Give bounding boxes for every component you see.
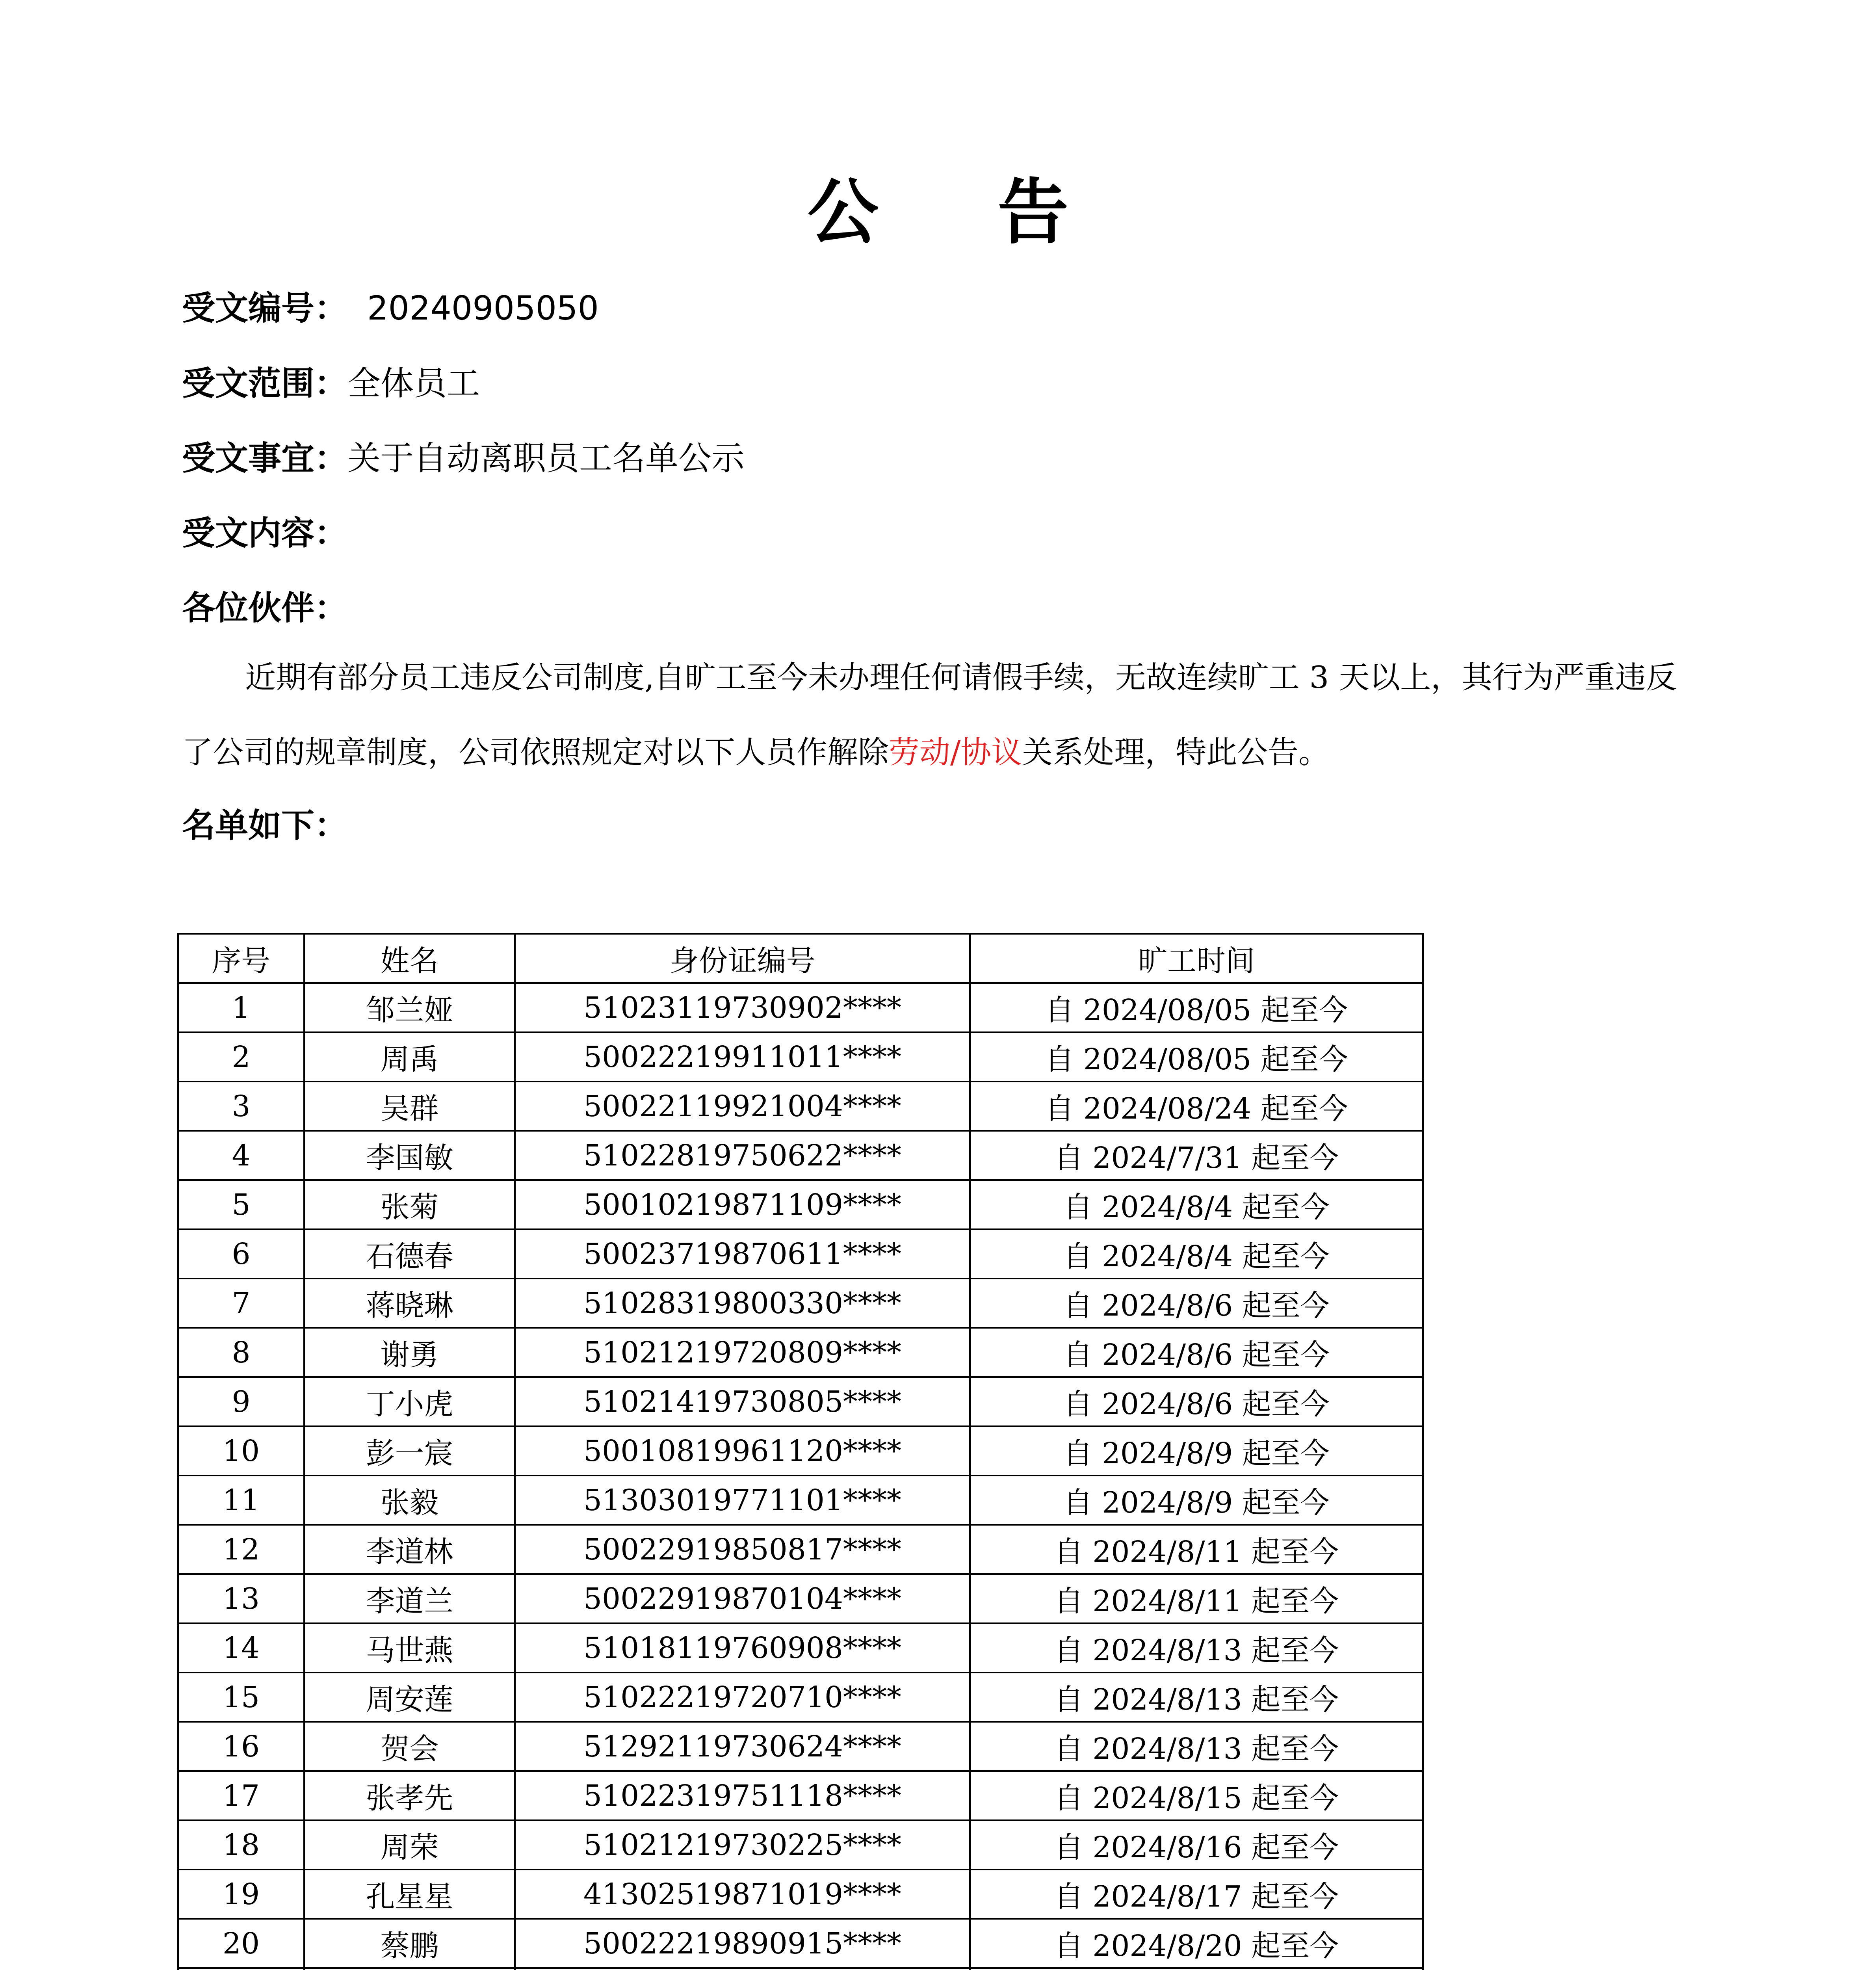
cell-index: 9 — [178, 1377, 304, 1426]
table-row — [178, 1870, 1423, 1919]
field-scope-label: 受文范围： — [182, 364, 348, 403]
cell-name: 周荣 — [304, 1820, 515, 1870]
cell-name: 蔡鹏 — [304, 1919, 515, 1968]
cell-id-number: 51023119730902**** — [515, 983, 970, 1032]
cell-absence-period: 自 2024/8/17 起至今 — [970, 1870, 1423, 1919]
cell-index: 10 — [178, 1426, 304, 1476]
table-header-row — [178, 934, 1423, 983]
cell-absence-period: 自 2024/8/13 起至今 — [970, 1722, 1423, 1771]
cell-absence-period: 自 2024/8/9 起至今 — [970, 1476, 1423, 1525]
cell-id-number: 50022919870104**** — [515, 1574, 970, 1623]
cell-absence-period: 自 2024/08/05 起至今 — [970, 1032, 1423, 1082]
cell-name: 马世燕 — [304, 1623, 515, 1673]
cell-id-number: 51303019771101**** — [515, 1476, 970, 1525]
list-title: 名单如下： — [182, 806, 348, 845]
cell-absence-period: 自 2024/8/4 起至今 — [970, 1180, 1423, 1229]
header-id-number: 身份证编号 — [515, 934, 970, 983]
cell-index: 20 — [178, 1919, 304, 1968]
cell-name: 谢勇 — [304, 1328, 515, 1377]
cell-id-number — [515, 1968, 970, 1970]
body-paragraph — [182, 640, 1707, 790]
cell-index: 18 — [178, 1820, 304, 1870]
cell-id-number: 50010819961120**** — [515, 1426, 970, 1476]
page-title: 公 告 — [807, 171, 1116, 254]
body-text-highlight: 劳动/协议 — [889, 735, 1022, 770]
cell-name: 蒋晓琳 — [304, 1279, 515, 1328]
field-doc-number-label: 受文编号： — [182, 289, 348, 327]
cell-id-number: 51021219720809**** — [515, 1328, 970, 1377]
cell-id-number: 50022919850817**** — [515, 1525, 970, 1574]
cell-name: 周禹 — [304, 1032, 515, 1082]
table-row — [178, 1968, 1423, 1970]
field-scope — [182, 358, 480, 409]
cell-absence-period: 自 2024/8/16 起至今 — [970, 1820, 1423, 1870]
body-text-before: 近期有部分员工违反公司制度,自旷工至今未办理任何请假手续，无故连续旷工 3 天以上，其行为严重违反了公司的规章制度，公司依照规定对以下人员作解除 — [182, 660, 1677, 770]
cell-id-number: 51292119730624**** — [515, 1722, 970, 1771]
header-absence-period: 旷工时间 — [970, 934, 1423, 983]
cell-index: 5 — [178, 1180, 304, 1229]
cell-name: 丁小虎 — [304, 1377, 515, 1426]
table-row — [178, 1476, 1423, 1525]
table-row — [178, 1771, 1423, 1820]
table-row — [178, 1131, 1423, 1180]
cell-name — [304, 1968, 515, 1970]
cell-index: 11 — [178, 1476, 304, 1525]
cell-absence-period: 自 2024/8/6 起至今 — [970, 1279, 1423, 1328]
cell-index — [178, 1968, 304, 1970]
cell-name: 张孝先 — [304, 1771, 515, 1820]
header-name: 姓名 — [304, 934, 515, 983]
table-row — [178, 983, 1423, 1032]
cell-index: 1 — [178, 983, 304, 1032]
cell-index: 6 — [178, 1229, 304, 1279]
cell-id-number: 51018119760908**** — [515, 1623, 970, 1673]
table-row — [178, 1574, 1423, 1623]
cell-index: 15 — [178, 1673, 304, 1722]
cell-absence-period — [970, 1968, 1423, 1970]
cell-index: 16 — [178, 1722, 304, 1771]
field-content-label: 受文内容： — [182, 514, 348, 552]
cell-absence-period: 自 2024/7/31 起至今 — [970, 1131, 1423, 1180]
cell-id-number: 41302519871019**** — [515, 1870, 970, 1919]
body-text-after: 关系处理，特此公告。 — [1022, 735, 1330, 770]
field-subject-value: 关于自动离职员工名单公示 — [347, 439, 745, 478]
cell-index: 14 — [178, 1623, 304, 1673]
header-index: 序号 — [178, 934, 304, 983]
cell-absence-period: 自 2024/8/6 起至今 — [970, 1377, 1423, 1426]
cell-absence-period: 自 2024/8/11 起至今 — [970, 1574, 1423, 1623]
field-content — [182, 507, 347, 559]
table-row — [178, 1722, 1423, 1771]
cell-id-number: 51021419730805**** — [515, 1377, 970, 1426]
cell-id-number: 51022319751118**** — [515, 1771, 970, 1820]
cell-absence-period: 自 2024/08/05 起至今 — [970, 983, 1423, 1032]
table-row — [178, 1820, 1423, 1870]
table-row — [178, 1919, 1423, 1968]
field-subject — [182, 433, 745, 484]
cell-index: 17 — [178, 1771, 304, 1820]
cell-absence-period: 自 2024/8/6 起至今 — [970, 1328, 1423, 1377]
cell-absence-period: 自 2024/8/15 起至今 — [970, 1771, 1423, 1820]
table-row — [178, 1525, 1423, 1574]
cell-index: 12 — [178, 1525, 304, 1574]
roster-table — [177, 933, 1424, 1970]
cell-id-number: 50023719870611**** — [515, 1229, 970, 1279]
cell-id-number: 51028319800330**** — [515, 1279, 970, 1328]
cell-absence-period: 自 2024/8/11 起至今 — [970, 1525, 1423, 1574]
cell-name: 吴群 — [304, 1082, 515, 1131]
cell-index: 3 — [178, 1082, 304, 1131]
table-row — [178, 1426, 1423, 1476]
table-row — [178, 1623, 1423, 1673]
table-row — [178, 1279, 1423, 1328]
table-row — [178, 1229, 1423, 1279]
field-subject-label: 受文事宜： — [182, 439, 348, 478]
field-scope-value: 全体员工 — [347, 364, 480, 403]
field-doc-number — [182, 282, 599, 334]
cell-id-number: 50022219890915**** — [515, 1919, 970, 1968]
cell-id-number: 51022819750622**** — [515, 1131, 970, 1180]
cell-name: 周安莲 — [304, 1673, 515, 1722]
cell-absence-period: 自 2024/8/13 起至今 — [970, 1673, 1423, 1722]
cell-id-number: 51022219720710**** — [515, 1673, 970, 1722]
table-row — [178, 1328, 1423, 1377]
cell-absence-period: 自 2024/8/4 起至今 — [970, 1229, 1423, 1279]
cell-name: 李国敏 — [304, 1131, 515, 1180]
cell-name: 彭一宸 — [304, 1426, 515, 1476]
cell-absence-period: 自 2024/8/20 起至今 — [970, 1919, 1423, 1968]
cell-index: 13 — [178, 1574, 304, 1623]
table-row — [178, 1082, 1423, 1131]
cell-name: 贺会 — [304, 1722, 515, 1771]
cell-id-number: 50022119921004**** — [515, 1082, 970, 1131]
cell-name: 李道兰 — [304, 1574, 515, 1623]
cell-name: 石德春 — [304, 1229, 515, 1279]
table-row — [178, 1180, 1423, 1229]
cell-index: 19 — [178, 1870, 304, 1919]
field-doc-number-value: 20240905050 — [367, 289, 599, 327]
cell-name: 邹兰娅 — [304, 983, 515, 1032]
salutation — [182, 582, 347, 634]
cell-id-number: 51021219730225**** — [515, 1820, 970, 1870]
cell-id-number: 50022219911011**** — [515, 1032, 970, 1082]
table-row — [178, 1032, 1423, 1082]
table-body — [178, 983, 1423, 1970]
salutation-label: 各位伙伴： — [182, 589, 348, 627]
cell-name: 李道林 — [304, 1525, 515, 1574]
cell-absence-period: 自 2024/8/9 起至今 — [970, 1426, 1423, 1476]
cell-id-number: 50010219871109**** — [515, 1180, 970, 1229]
cell-name: 张毅 — [304, 1476, 515, 1525]
cell-absence-period: 自 2024/8/13 起至今 — [970, 1623, 1423, 1673]
cell-index: 2 — [178, 1032, 304, 1082]
table-row — [178, 1673, 1423, 1722]
cell-name: 张菊 — [304, 1180, 515, 1229]
cell-index: 4 — [178, 1131, 304, 1180]
cell-index: 7 — [178, 1279, 304, 1328]
cell-index: 8 — [178, 1328, 304, 1377]
cell-name: 孔星星 — [304, 1870, 515, 1919]
cell-absence-period: 自 2024/08/24 起至今 — [970, 1082, 1423, 1131]
table-row — [178, 1377, 1423, 1426]
